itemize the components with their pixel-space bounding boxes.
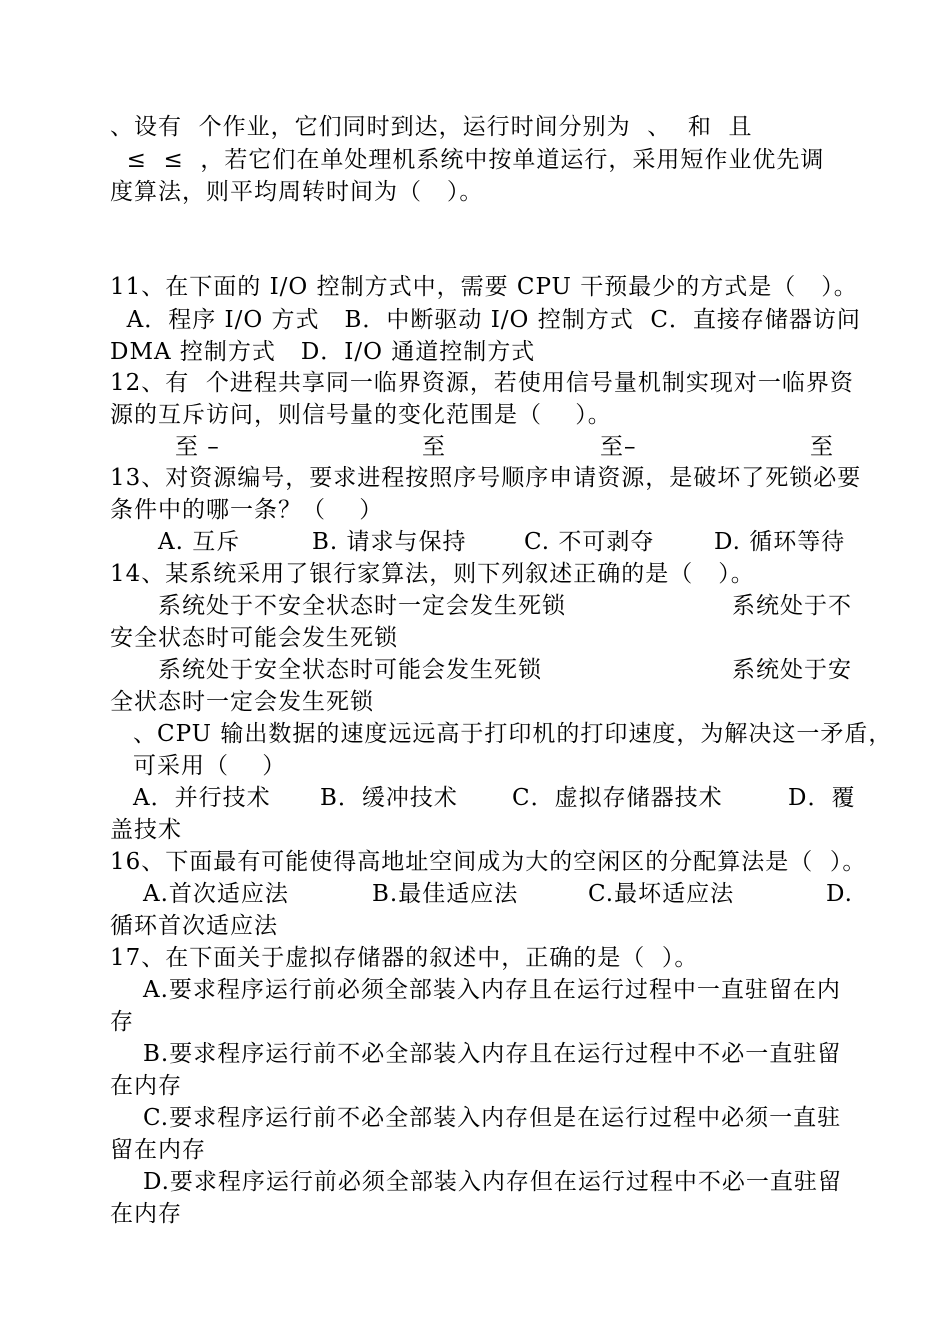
q12-option-a: 至 –: [175, 434, 220, 460]
q17-option-c-cont: 留在内存: [110, 1137, 206, 1163]
q17-option-b: B.要求程序运行前不必全部装入内存且在运行过程中不必一直驻留: [143, 1041, 842, 1067]
q17-option-d-cont: 在内存: [110, 1201, 182, 1227]
q15-option-d: D．覆: [788, 785, 856, 811]
q12-stem-line-1: 12、有 个进程共享同一临界资源，若使用信号量机制实现对一临界资: [110, 370, 854, 396]
q17-option-c: C.要求程序运行前不必全部装入内存但是在运行过程中必须一直驻: [143, 1105, 842, 1131]
q15-stem-line-1: 、CPU 输出数据的速度远远高于打印机的打印速度，为解决这一矛盾，: [133, 721, 893, 747]
q10-line-3: 度算法，则平均周转时间为（ ）。: [110, 179, 484, 205]
q14-option-2: 系统处于不: [732, 593, 852, 619]
q12-option-c: 至–: [600, 434, 637, 460]
q11-options-line-1: A．程序 I/O 方式 B．中断驱动 I/O 控制方式 C．直接存储器访问: [110, 307, 861, 333]
q12-stem-line-2: 源的互斥访问，则信号量的变化范围是（ ）。: [110, 402, 612, 428]
q17-option-b-cont: 在内存: [110, 1073, 182, 1099]
q13-option-c: C. 不可剥夺: [524, 529, 655, 555]
q13-stem-line-2: 条件中的哪一条？（ ）: [110, 497, 384, 523]
q17-option-d: D.要求程序运行前必须全部装入内存但在运行过程中不必一直驻留: [143, 1169, 842, 1195]
q16-option-d: D.: [826, 881, 853, 907]
q15-option-c: C．虚拟存储器技术: [512, 785, 723, 811]
q11-options-line-2: DMA 控制方式 D．I/O 通道控制方式: [110, 339, 536, 365]
q15-option-a: A．并行技术: [133, 785, 271, 811]
q16-option-a: A.首次适应法: [143, 881, 289, 907]
q15-option-d-cont: 盖技术: [110, 817, 182, 843]
q14-option-3: 系统处于安全状态时可能会发生死锁: [158, 657, 542, 683]
q16-option-d-cont: 循环首次适应法: [110, 913, 278, 939]
q14-option-1: 系统处于不安全状态时一定会发生死锁: [158, 593, 566, 619]
q15-option-b: B．缓冲技术: [320, 785, 458, 811]
q15-stem-line-2: 可采用（ ）: [133, 753, 287, 779]
q13-stem-line-1: 13、对资源编号，要求进程按照序号顺序申请资源，是破坏了死锁必要: [110, 465, 862, 491]
q13-option-a: A. 互斥: [158, 529, 241, 555]
q14-option-4-cont: 全状态时一定会发生死锁: [110, 689, 374, 715]
q17-option-a: A.要求程序运行前必须全部装入内存且在运行过程中一直驻留在内: [143, 977, 841, 1003]
q14-option-2-cont: 安全状态时可能会发生死锁: [110, 625, 398, 651]
q14-option-4: 系统处于安: [732, 657, 852, 683]
q16-option-c: C.最坏适应法: [588, 881, 735, 907]
q17-stem: 17、在下面关于虚拟存储器的叙述中，正确的是（ ）。: [110, 945, 699, 971]
q17-option-a-cont: 存: [110, 1009, 134, 1035]
q10-line-2: ≤ ≤ ，若它们在单处理机系统中按单道运行，采用短作业优先调: [110, 147, 825, 173]
q12-option-d: 至: [810, 434, 834, 460]
q16-stem: 16、下面最有可能使得高地址空间成为大的空闲区的分配算法是（ ）。: [110, 849, 867, 875]
q14-stem: 14、某系统采用了银行家算法，则下列叙述正确的是（ ）。: [110, 561, 755, 587]
q11-stem: 11、在下面的 I/O 控制方式中，需要 CPU 干预最少的方式是（ ）。: [110, 274, 858, 300]
q13-option-d: D. 循环等待: [714, 529, 846, 555]
q13-option-b: B. 请求与保持: [312, 529, 467, 555]
q10-line-1: 、设有 个作业，它们同时到达，运行时间分别为 、 和 且: [110, 114, 753, 140]
q16-option-b: B.最佳适应法: [372, 881, 519, 907]
q12-option-b: 至: [422, 434, 446, 460]
